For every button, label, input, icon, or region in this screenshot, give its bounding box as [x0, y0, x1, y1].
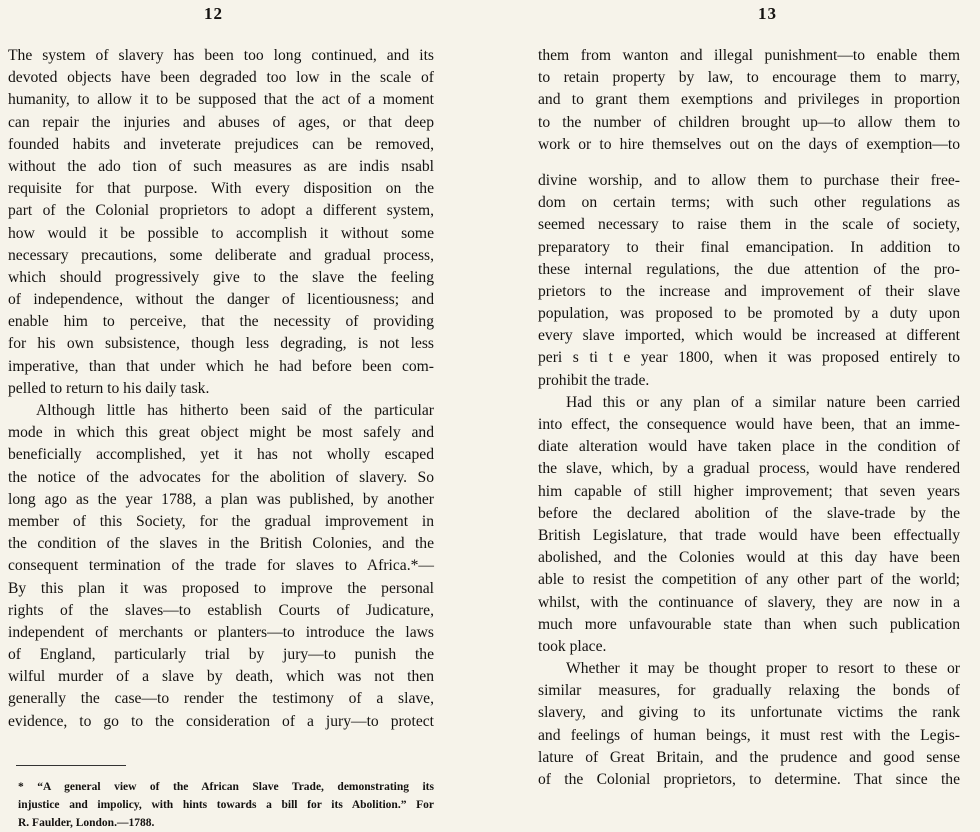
page-number: 13 [758, 4, 777, 23]
text-line: Had this or any plan of a similar nature been carried [566, 393, 960, 411]
text-line: consequent termination of the trade for slaves to Africa.*— [8, 557, 434, 575]
footnote [18, 778, 434, 832]
text-line: him capable of still higher improvement; that seven years [538, 482, 960, 500]
text-line: slavery, and giving to its unfortunate victims the rank [538, 704, 960, 722]
text-line: devoted objects have been degraded too low in the scale of [8, 69, 434, 87]
text-line: can repair the injuries and abuses of ages, or that deep [8, 113, 434, 131]
text-line: seemed necessary to raise them in the scale of society, [538, 216, 960, 234]
text-line: how would it be possible to accomplish it without some [8, 224, 434, 242]
text-line: able to resist the competition of any other part of the world; [538, 571, 960, 589]
text-line: diate alteration would have taken place in the condition of [538, 438, 960, 456]
text-line: of the Colonial proprietors, to determine. That since the [538, 771, 960, 788]
text-line: lature of Great Britain, and the prudence and good sense [538, 748, 960, 766]
text-line: peri s ti t e year 1800, when it was proposed entirely to [538, 349, 960, 367]
text-line: member of this Society, for the gradual improvement in [8, 512, 434, 530]
text-line: similar measures, for gradually relaxing the bonds of [538, 682, 960, 700]
text-line: took place. [538, 637, 607, 655]
text-line: Whether it may be thought proper to resort to these or [566, 660, 960, 678]
text-line: generally the case—to render the testimony of a slave, [8, 690, 434, 708]
text-line: the notice of the advocates for the abolition of slavery. So [8, 468, 434, 486]
text-line: rights of the slaves—to establish Courts of Judicature, [8, 601, 434, 619]
page-body [538, 45, 960, 791]
text-line: dom on certain terms; with such other regulations as [538, 194, 960, 212]
text-line: prietors to the increase and improvement of their slave [538, 282, 960, 300]
text-line: independent of merchants or planters—to introduce the laws [8, 623, 434, 641]
text-line: part of the Colonial proprietors to adopt a different system, [8, 202, 434, 220]
text-line: and to grant them exemptions and privileges in proportion [538, 91, 960, 109]
text-line: work or to hire themselves out on the days of exemption—to [538, 135, 960, 153]
text-line: founded habits and inveterate prejudices can be removed, [8, 135, 434, 153]
text-line: wilful murder of a slave by death, which was not then [8, 668, 434, 686]
text-gap [538, 156, 960, 170]
text-line: mode in which this great object might be most safely and [8, 424, 434, 442]
text-line: pelled to return to his daily task. [8, 379, 210, 397]
text-line: the slave, which, by a gradual process, would have rendered [538, 460, 960, 478]
text-line: British Legislature, that trade would have been effectually [538, 526, 960, 544]
text-line: population, was proposed to be promoted by a duty upon [538, 305, 960, 323]
text-line: prohibit the trade. [538, 371, 650, 389]
text-line: enable him to perceive, that the necessity of providing [8, 313, 434, 331]
text-line: By this plan it was proposed to improve the personal [8, 579, 434, 597]
footnote-line: * “A general view of the African Slave Trade, demonstrating its [18, 781, 434, 793]
text-line: whilst, with the continuance of slavery, they are now in a [538, 593, 960, 611]
text-line: evidence, to go to the consideration of a jury—to protect [8, 712, 434, 730]
text-line: abolished, and the Colonies would at this day have been [538, 549, 960, 567]
text-line: to retain property by law, to encourage them to marry, [538, 69, 960, 87]
text-line: preparatory to their final emancipation. In addition to [538, 238, 960, 256]
text-line: long ago as the year 1788, a plan was published, by another [8, 490, 434, 508]
text-line: the condition of the slaves in the British Colonies, and the [8, 535, 434, 553]
text-line: beneficially accomplished, yet it has not wholly escaped [8, 446, 434, 464]
text-line: divine worship, and to allow them to purchase their free- [538, 171, 960, 189]
text-line: requisite for that purpose. With every disposition on the [8, 180, 434, 198]
footnote-line: R. Faulder, London.—1788. [18, 817, 155, 829]
text-line: every slave imported, which would be increased at different [538, 327, 960, 345]
left-page [0, 0, 490, 829]
text-line: of England, particularly trial by jury—to punish the [8, 646, 434, 664]
text-line: necessary precautions, some deliberate and gradual process, [8, 246, 434, 264]
text-line: Although little has hitherto been said of the particular [36, 402, 434, 419]
text-line: of independence, without the danger of licentiousness; and [8, 291, 434, 309]
text-line: before the declared abolition of the slave-trade by the [538, 504, 960, 522]
text-line: to the number of children brought up—to allow them to [538, 113, 960, 131]
footnote-rule [16, 765, 126, 766]
text-line: which should progressively give to the slave the feeling [8, 268, 434, 286]
right-page [490, 0, 980, 805]
text-line: The system of slavery has been too long continued, and its [8, 47, 434, 64]
footnote-line: injustice and impolicy, with hints towards a bill for its Abolition.” For [18, 799, 434, 811]
text-line: imperative, than that under which he had before been com- [8, 357, 434, 375]
text-line: into effect, the consequence would have been, that an imme- [538, 416, 960, 433]
page-number: 12 [204, 4, 223, 23]
text-line: humanity, to allow it to be supposed that the act of a moment [8, 91, 434, 109]
text-line: much more unfavourable state than when such publication [538, 615, 960, 633]
text-line: and feelings of human beings, it must rest with the Legis- [538, 726, 960, 744]
text-line: these internal regulations, the due attention of the pro- [538, 260, 960, 278]
text-line: for his own subsistence, though less degrading, is not less [8, 335, 434, 353]
page-body [8, 45, 434, 733]
text-line: without the ado tion of such measures as are indis nsabl [8, 157, 434, 175]
text-line: them from wanton and illegal punishment—to enable them [538, 47, 960, 64]
